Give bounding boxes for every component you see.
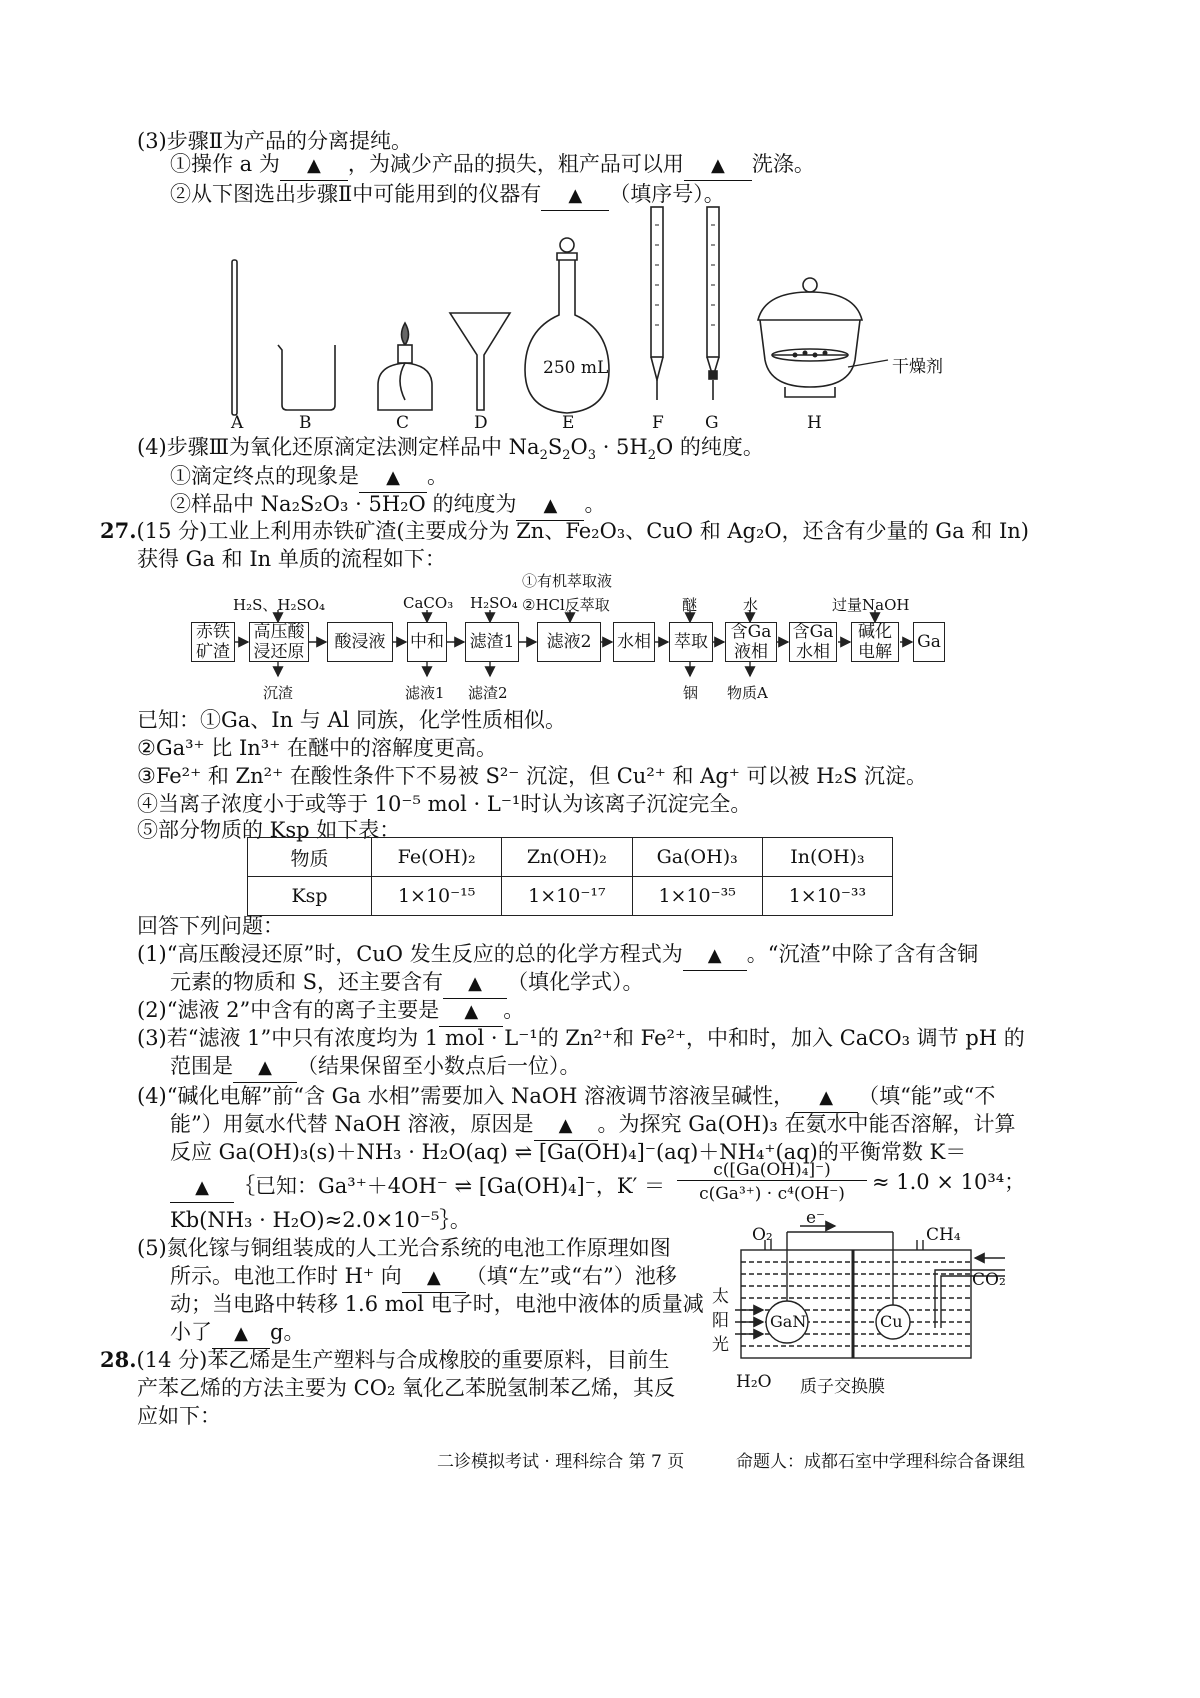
- glass-rod: [232, 260, 237, 415]
- reagent-hcl: ②HCl反萃取: [522, 596, 610, 614]
- cell-co2: CO₂: [972, 1270, 1006, 1290]
- reagent-ether: 醚: [682, 596, 698, 614]
- table-cell: Ksp: [248, 877, 372, 916]
- cell-o2: O₂: [752, 1225, 773, 1245]
- table-row: [248, 838, 893, 877]
- label-e: E: [562, 413, 575, 433]
- q28-line-2: 产苯乙烯的方法主要为 CO₂ 氧化乙苯脱氢制苯乙烯，其反: [137, 1376, 676, 1400]
- known-1: 已知：①Ga、In 与 Al 同族，化学性质相似。: [137, 708, 567, 732]
- cell-electron: e⁻: [806, 1208, 826, 1228]
- table-cell: 1×10⁻¹⁵: [372, 877, 502, 916]
- known-2: ②Ga³⁺ 比 In³⁺ 在醚中的溶解度更高。: [137, 736, 497, 760]
- cell-membrane: 质子交换膜: [800, 1377, 885, 1397]
- known-4: ④当离子浓度小于或等于 10⁻⁵ mol · L⁻¹时认为该离子沉淀完全。: [137, 792, 752, 816]
- reagent-h2s: H₂S、H₂SO₄: [233, 596, 326, 614]
- q27-1a: (1)“高压酸浸还原”时，CuO 发生反应的总的化学方程式为 ▲ 。“沉渣”中除了含有含铜: [137, 940, 978, 971]
- reagent-naoh: 过量NaOH: [832, 596, 910, 614]
- flow-box-aqueous: 水相: [613, 622, 655, 662]
- table-cell: 物质: [248, 838, 372, 877]
- reagent-h2so4: H₂SO₄: [470, 594, 518, 612]
- q27-5c: 动；当电路中转移 1.6 mol 电子时，电池中液体的质量减: [170, 1292, 704, 1316]
- label-h: H: [807, 413, 822, 433]
- q27-5a: (5)氮化镓与铜组装成的人工光合系统的电池工作原理如图: [137, 1236, 671, 1260]
- q27-4c: 反应 Ga(OH)₃(s)＋NH₃ · H₂O(aq) ⇌ [Ga(OH)₄]⁻(aq)＋NH₄⁺(aq)的平衡常数 K＝: [170, 1140, 967, 1164]
- label-a: A: [231, 413, 244, 433]
- desiccator: [758, 278, 862, 397]
- output-filtrate1: 滤液1: [405, 684, 445, 702]
- q26-p3-1: ①操作 a 为 ▲ ，为减少产品的损失，粗产品可以用 ▲ 洗涤。: [170, 150, 815, 181]
- footer-author: 命题人：成都石室中学理科综合备课组: [736, 1452, 1025, 1472]
- table-cell: Zn(OH)₂: [502, 838, 632, 877]
- q26-p4-2: ②样品中 Na₂S₂O₃ · 5H₂O 的纯度为 ▲ 。: [170, 490, 605, 521]
- table-cell: In(OH)₃: [762, 838, 892, 877]
- q27-4d: ▲ ｛已知：Ga³⁺＋4OH⁻ ⇌ [Ga(OH)₄]⁻，K′ ＝: [170, 1172, 665, 1203]
- q26-p3-2: ②从下图选出步骤Ⅱ中可能用到的仪器有 ▲ （填序号）。: [170, 180, 725, 211]
- output-indium: 铟: [683, 684, 699, 702]
- flow-box-electrolysis: 碱化电解: [851, 622, 899, 662]
- cell-h2o: H₂O: [736, 1372, 772, 1392]
- label-g: G: [705, 413, 719, 433]
- q27-4b: 能”）用氨水代替 NaOH 溶液，原因是 ▲ 。为探究 Ga(OH)₃ 在氨水中能否溶解，计算: [170, 1110, 1016, 1141]
- output-sludge: 沉渣: [263, 684, 294, 702]
- funnel: [450, 313, 510, 410]
- flow-box-ore: 赤铁矿渣: [191, 622, 235, 662]
- label-c: C: [396, 413, 410, 433]
- q26-p4-title: (4)步骤Ⅲ为氧化还原滴定法测定样品中 $Na_2S_2O_3 \cdot 5H_2O$ 的纯度。: [137, 435, 764, 464]
- flask-volume-label: 250 mL: [543, 358, 609, 378]
- table-cell: Fe(OH)₂: [372, 838, 502, 877]
- cell-sun-1: 太: [712, 1287, 729, 1307]
- flow-box-leachate: 酸浸液: [327, 622, 393, 662]
- table-cell: 1×10⁻³⁵: [632, 877, 762, 916]
- flow-box-residue1: 滤渣1: [465, 622, 519, 662]
- beaker: [278, 345, 335, 410]
- reagent-water: 水: [743, 596, 759, 614]
- q27-5d: 小了 ▲ g。: [170, 1318, 304, 1349]
- ksp-table: [247, 837, 893, 916]
- q27-4a: (4)“碱化电解”前“含 Ga 水相”需要加入 NaOH 溶液调节溶液呈碱性， ▲ （填“能”或“不: [137, 1082, 995, 1113]
- known-5: ⑤部分物质的 Ksp 如下表：: [137, 818, 401, 842]
- footer-page: 二诊模拟考试 · 理科综合 第 7 页: [437, 1452, 685, 1472]
- flow-box-neutralize: 中和: [407, 622, 447, 662]
- burette-base: [707, 207, 719, 400]
- table-cell: Ga(OH)₃: [632, 838, 762, 877]
- q27-4e: Kb(NH₃ · H₂O)≈2.0×10⁻⁵｝。: [170, 1208, 471, 1232]
- q28-line-3: 应如下：: [137, 1404, 221, 1428]
- cell-sun-3: 光: [712, 1335, 729, 1355]
- q27-intro-1: 27.(15 分)工业上利用赤铁矿渣(主要成分为 Zn、Fe₂O₃、CuO 和 Ag₂O，还含有少量的 Ga 和 In): [100, 518, 1029, 543]
- reagent-organic: ①有机萃取液: [522, 572, 613, 590]
- alcohol-lamp: [378, 323, 432, 410]
- flow-box-ga-liquid: 含Ga液相: [725, 622, 777, 662]
- apparatus-figure: [200, 205, 980, 420]
- flow-box-leach: 高压酸浸还原: [249, 622, 309, 662]
- flow-box-filtrate2: 滤液2: [537, 622, 601, 662]
- table-row: [248, 877, 893, 916]
- reagent-caco3: CaCO₃: [403, 594, 454, 612]
- label-b: B: [299, 413, 312, 433]
- q27-5b: 所示。电池工作时 H⁺ 向 ▲ （填“左”或“右”）池移: [170, 1262, 677, 1293]
- q27-intro-2: 获得 Ga 和 In 单质的流程如下：: [137, 547, 446, 571]
- kprime-denominator: c(Ga³⁺) · c⁴(OH⁻): [699, 1184, 845, 1204]
- volumetric-flask: [525, 238, 609, 413]
- q27-3b: 范围是 ▲ （结果保留至小数点后一位）。: [170, 1052, 581, 1083]
- q26-p3-title: (3)步骤Ⅱ为产品的分离提纯。: [137, 129, 413, 153]
- cell-ch4: CH₄: [926, 1225, 961, 1245]
- kprime-value: ≈ 1.0 × 10³⁴；: [872, 1170, 1026, 1194]
- label-f: F: [652, 413, 664, 433]
- q28-line-1: 28.(14 分)苯乙烯是生产塑料与合成橡胶的重要原料，目前生: [100, 1347, 670, 1372]
- kprime-numerator: c([Ga(OH)₄]⁻): [677, 1160, 867, 1181]
- q27-2: (2)“滤液 2”中含有的离子主要是 ▲ 。: [137, 996, 524, 1027]
- table-cell: 1×10⁻³³: [762, 877, 892, 916]
- q26-p4-1: ①滴定终点的现象是 ▲ 。: [170, 462, 448, 493]
- desiccant-label: 干燥剂: [892, 357, 943, 377]
- known-3: ③Fe²⁺ 和 Zn²⁺ 在酸性条件下不易被 S²⁻ 沉淀，但 Cu²⁺ 和 Ag⁺ 可以被 H₂S 沉淀。: [137, 764, 928, 788]
- cell-cu: Cu: [880, 1312, 903, 1331]
- burette-acid: [651, 207, 663, 400]
- output-residue2: 滤渣2: [468, 684, 508, 702]
- answer-prompt: 回答下列问题：: [137, 914, 284, 938]
- table-cell: 1×10⁻¹⁷: [502, 877, 632, 916]
- q27-3a: (3)若“滤液 1”中只有浓度均为 1 mol · L⁻¹的 Zn²⁺和 Fe²⁺，中和时，加入 CaCO₃ 调节 pH 的: [137, 1026, 1025, 1050]
- flow-box-ga-aqueous: 含Ga水相: [789, 622, 837, 662]
- flow-box-extract: 萃取: [669, 622, 713, 662]
- label-d: D: [474, 413, 488, 433]
- cell-sun-2: 阳: [712, 1311, 729, 1331]
- cell-gan: GaN: [770, 1312, 807, 1331]
- output-substance-a: 物质A: [727, 684, 768, 702]
- flow-box-ga: Ga: [913, 622, 945, 662]
- q27-1b: 元素的物质和 S，还主要含有 ▲ （填化学式）。: [170, 968, 644, 999]
